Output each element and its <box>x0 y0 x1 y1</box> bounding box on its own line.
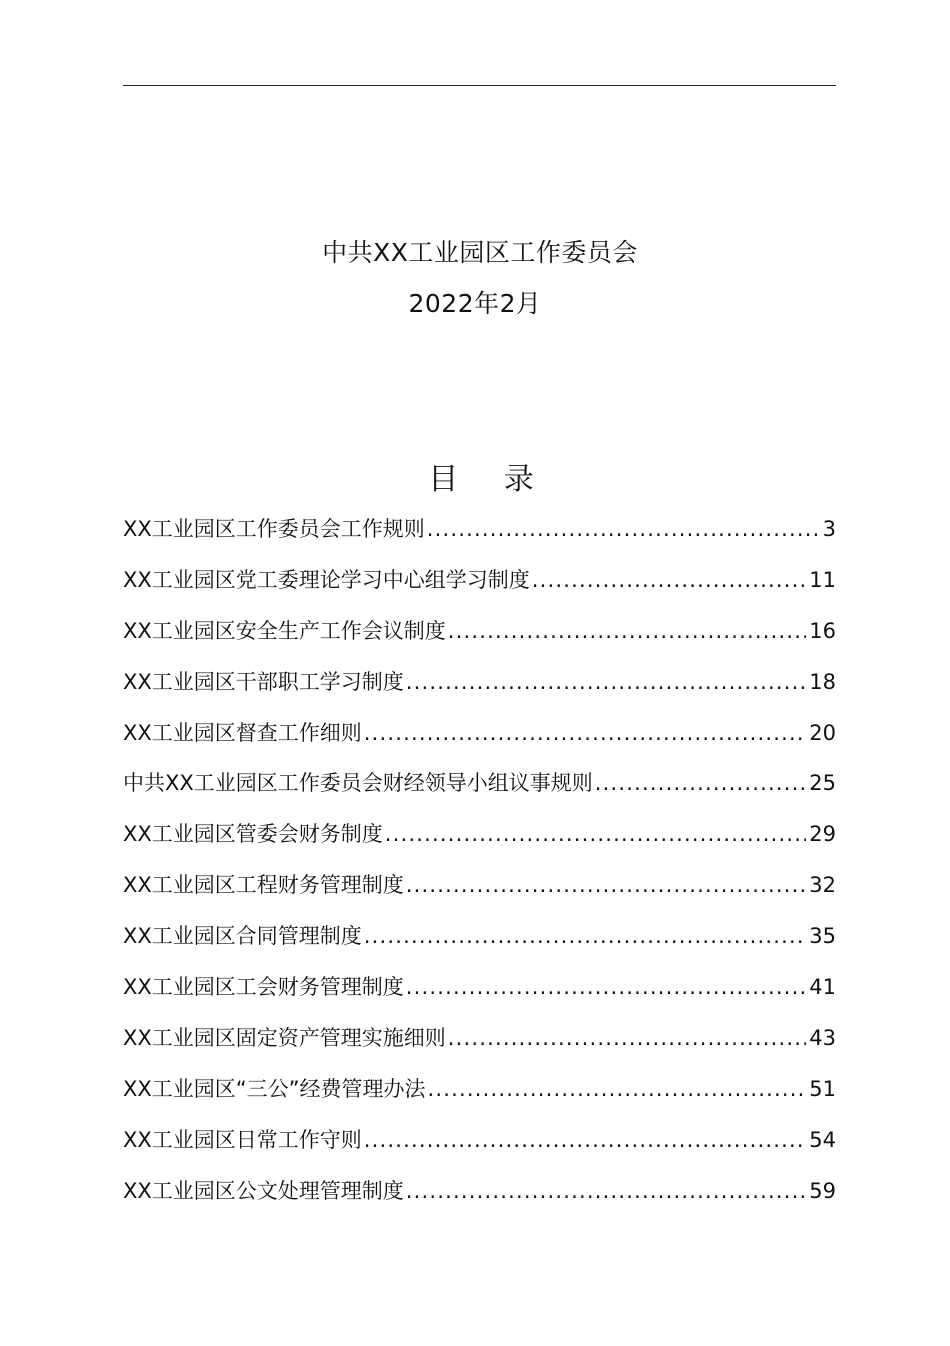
toc-leader <box>406 865 806 905</box>
toc-leader <box>406 662 806 702</box>
toc-entry-page: 54 <box>809 1127 836 1152</box>
toc-entry-page: 18 <box>809 669 836 694</box>
header-rule <box>123 85 836 86</box>
document-date: 2022年2月 <box>408 289 542 318</box>
toc-entry-title: XX工业园区工会财务管理制度 <box>123 975 404 1000</box>
toc-entry-title: XX工业园区工程财务管理制度 <box>123 873 404 898</box>
toc-leader <box>364 713 806 753</box>
toc-entry[interactable] <box>123 509 836 560</box>
toc-entry-title: XX工业园区合同管理制度 <box>123 924 362 949</box>
toc-entry-title: XX工业园区公文处理管理制度 <box>123 1178 404 1203</box>
toc-entry[interactable] <box>123 1069 836 1120</box>
toc-entry-page: 11 <box>809 567 836 592</box>
toc-entry-page: 32 <box>809 873 836 898</box>
toc-entry-title: XX工业园区日常工作守则 <box>123 1127 362 1152</box>
toc-entry-page: 20 <box>809 720 836 745</box>
toc-leader <box>406 1171 806 1211</box>
toc-entry-page: 43 <box>809 1025 836 1050</box>
toc-entry-page: 41 <box>809 975 836 1000</box>
organization-title: 中共XX工业园区工作委员会 <box>322 238 638 267</box>
toc-entry[interactable] <box>123 865 836 916</box>
toc-leader <box>364 916 806 956</box>
toc-entry-title: XX工业园区管委会财务制度 <box>123 822 383 847</box>
toc-entry-title: XX工业园区干部职工学习制度 <box>123 669 404 694</box>
toc-entry-title: XX工业园区安全生产工作会议制度 <box>123 618 446 643</box>
toc-heading: 目 录 <box>428 462 552 497</box>
toc-entry-page: 3 <box>822 517 836 541</box>
toc-entry[interactable] <box>123 1171 836 1222</box>
toc-list <box>123 509 836 1221</box>
toc-entry[interactable] <box>123 611 836 662</box>
toc-leader <box>448 1018 806 1058</box>
toc-entry-title: XX工业园区党工委理论学习中心组学习制度 <box>123 567 530 592</box>
toc-leader <box>428 1069 807 1109</box>
toc-entry[interactable] <box>123 662 836 713</box>
toc-entry-title: XX工业园区“三公”经费管理办法 <box>123 1076 426 1101</box>
toc-leader <box>448 611 806 651</box>
toc-entry-page: 35 <box>809 924 836 949</box>
toc-entry[interactable] <box>123 1018 836 1069</box>
toc-entry[interactable] <box>123 916 836 967</box>
toc-entry-title: XX工业园区督查工作细则 <box>123 720 362 745</box>
toc-entry-title: XX工业园区工作委员会工作规则 <box>123 517 425 541</box>
toc-entry[interactable] <box>123 763 836 814</box>
toc-entry-title: XX工业园区固定资产管理实施细则 <box>123 1025 446 1050</box>
toc-leader <box>406 967 806 1007</box>
toc-entry[interactable] <box>123 713 836 764</box>
toc-leader <box>364 1120 806 1160</box>
toc-entry[interactable] <box>123 814 836 865</box>
toc-entry[interactable] <box>123 560 836 611</box>
toc-entry-page: 25 <box>809 771 836 796</box>
toc-leader <box>595 763 806 803</box>
toc-entry[interactable] <box>123 967 836 1018</box>
toc-leader <box>532 560 806 600</box>
toc-leader <box>427 509 820 549</box>
toc-entry[interactable] <box>123 1120 836 1171</box>
toc-leader <box>385 814 806 854</box>
toc-entry-page: 59 <box>809 1178 836 1203</box>
toc-entry-page: 16 <box>809 618 836 643</box>
toc-entry-title: 中共XX工业园区工作委员会财经领导小组议事规则 <box>123 771 593 796</box>
toc-entry-page: 29 <box>809 822 836 847</box>
toc-entry-page: 51 <box>809 1076 836 1101</box>
